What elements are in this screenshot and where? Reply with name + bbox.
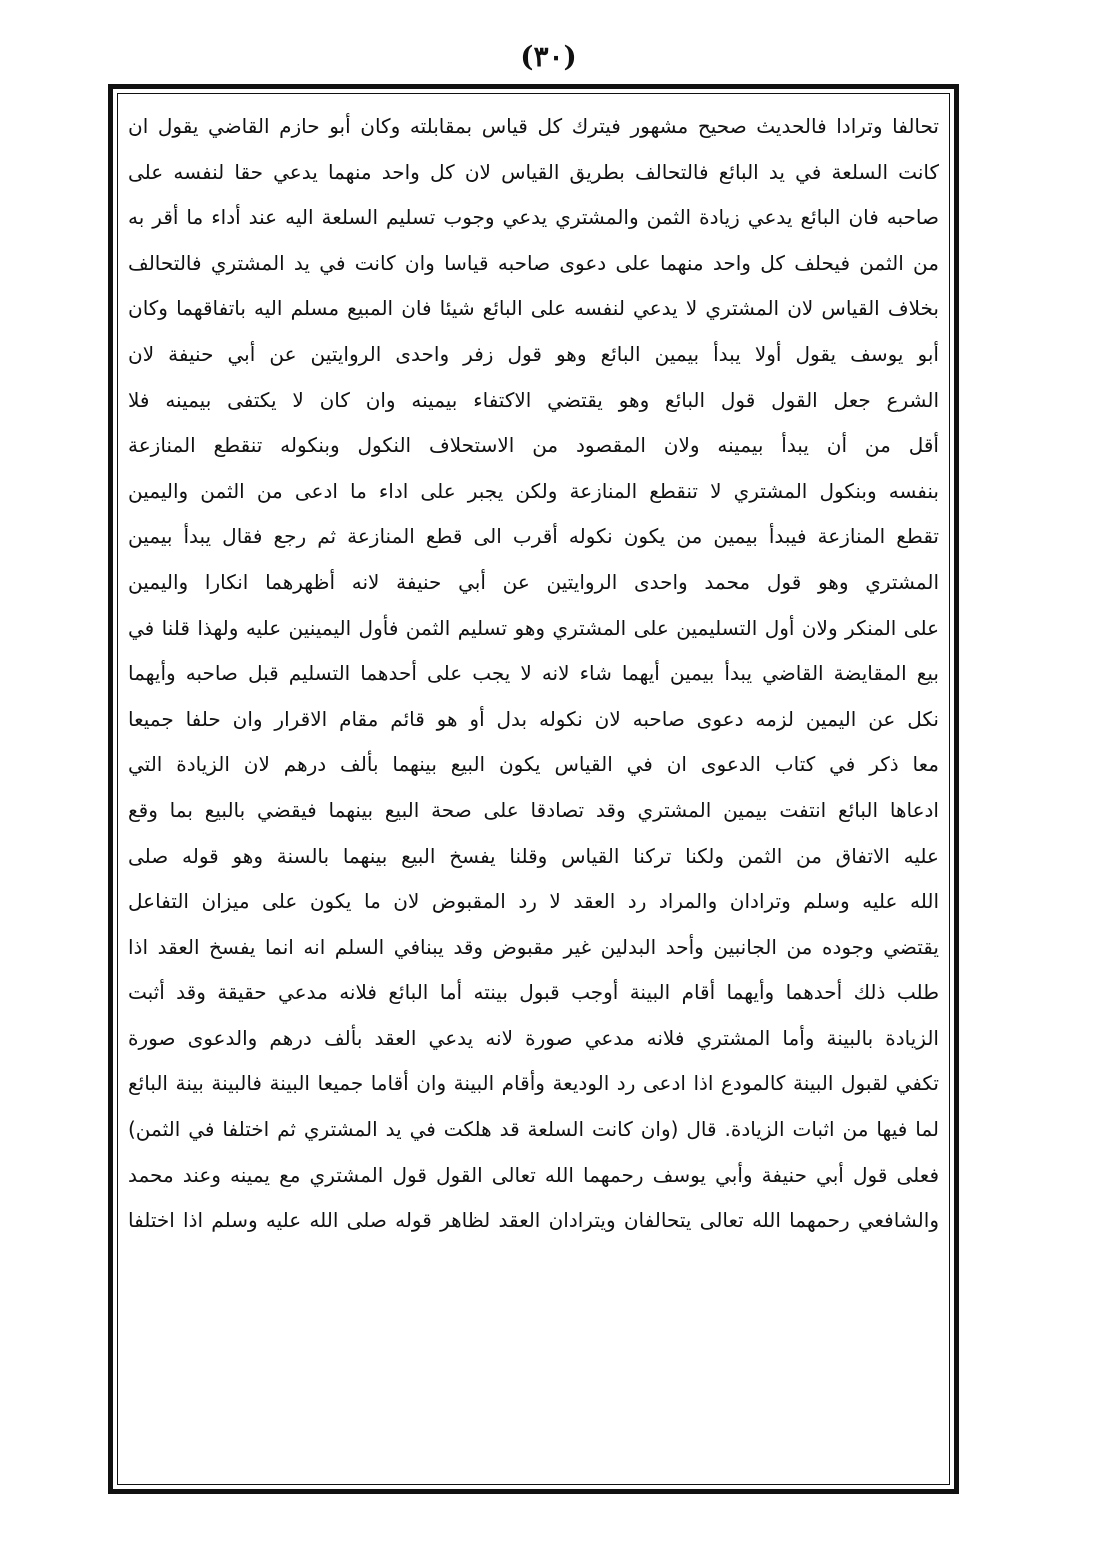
text-line: والشافعي رحمهما الله تعالى يتحالفان ويترادان العقد لظاهر قوله صلى الله عليه وسلم اذا اختلفا xyxy=(128,1208,939,1233)
text-line: نكل عن اليمين لزمه دعوى صاحبه لان نكوله بدل أو هو قائم مقام الاقرار وان حلفا جميعا xyxy=(128,706,939,731)
text-line: الله عليه وسلم وترادان والمراد رد العقد لا رد المقبوض لان ما يكون على ميزان التفاعل xyxy=(128,889,939,914)
page-number: (٣٠) xyxy=(520,40,577,73)
text-line: تحالفا وترادا فالحديث صحيح مشهور فيترك كل قياس بمقابلته وكان أبو حازم القاضي يقول ان xyxy=(128,114,939,138)
text-line: طلب ذلك أحدهما وأيهما أقام البينة أوجب قبول بينته أما البائع فلانه مدعي حقيقة وقد أثبت xyxy=(128,980,939,1005)
text-line: عليه الاتفاق من الثمن ولكنا تركنا القياس وقلنا يفسخ البيع بينهما بالسنة وهو قوله صلى xyxy=(128,843,939,868)
text-line: أبو يوسف يقول أولا يبدأ بيمين البائع وهو قول زفر واحدى الروايتين عن أبي حنيفة لان xyxy=(128,341,939,366)
text-line: صاحبه فان البائع يدعي زيادة الثمن والمشتري يدعي وجوب تسليم السلعة اليه عند أداء ما أقر به xyxy=(128,205,939,230)
text-line: ادعاها البائع انتفت بيمين المشتري وقد تصادقا على صحة البيع بينهما فيقضي بالبيع بما وقع xyxy=(128,797,939,822)
text-line: فعلى قول أبي حنيفة وأبي يوسف رحمهما الله تعالى القول قول المشتري مع يمينه وعند محمد xyxy=(128,1162,939,1187)
text-line: لما فيها من اثبات الزيادة. قال (وان كانت السلعة قد هلكت في يد المشتري ثم اختلفا في الثمن) xyxy=(128,1117,939,1142)
text-line: المشتري وهو قول محمد واحدى الروايتين عن أبي حنيفة لانه أظهرهما انكارا واليمين xyxy=(128,569,939,594)
text-line: بيع المقايضة القاضي يبدأ بيمين أيهما شاء لانه لا يجب على أحدهما التسليم قبل صاحبه وأيهما xyxy=(128,661,939,686)
text-line: بنفسه وبنكول المشتري لا تنقطع المنازعة ولكن يجبر على اداء ما ادعى من الثمن واليمين xyxy=(128,478,939,503)
text-line: يقتضي وجوده من الجانبين وأحد البدلين غير مقبوض وقد يبنافي السلم انه انما يفسخ العقد اذا xyxy=(128,934,939,959)
text-line: على المنكر ولان أول التسليمين على المشتري وهو تسليم الثمن فأول اليمينين عليه ولهذا قلنا في xyxy=(128,615,939,640)
text-line: الزيادة بالبينة وأما المشتري فلانه مدعي صورة لانه يدعي العقد بألف درهم والدعوى صورة xyxy=(128,1025,939,1050)
text-line: معا ذكر في كتاب الدعوى ان في القياس يكون البيع بينهما بألف درهم لان الزيادة التي xyxy=(128,752,939,777)
text-line: تقطع المنازعة فيبدأ بيمين من يكون نكوله أقرب الى قطع المنازعة ثم رجع فقال يبدأ بيمين xyxy=(128,524,939,549)
text-line: بخلاف القياس لان المشتري لا يدعي لنفسه على البائع شيئا فان المبيع مسلم اليه باتفاقهما وكان xyxy=(128,296,939,321)
text-line: الشرع جعل القول قول البائع وهو يقتضي الاكتفاء بيمينه وان كان لا يكتفى بيمينه فلا xyxy=(128,387,939,412)
text-line: أقل من أن يبدأ بيمينه ولان المقصود من الاستحلاف النكول وبنكوله تنقطع المنازعة xyxy=(128,433,939,458)
text-line: كانت السلعة في يد البائع فالتحالف بطريق القياس لان كل واحد منهما يدعي حقا لنفسه على xyxy=(128,159,939,184)
text-line: تكفي لقبول البينة كالمودع اذا ادعى رد الوديعة وأقام البينة وان أقاما جميعا البينة فالبينة بينة البائع xyxy=(128,1071,939,1096)
text-line: من الثمن فيحلف كل واحد منهما على دعوى صاحبه قياسا وان كانت في يد المشتري فالتحالف xyxy=(128,250,939,275)
body-text xyxy=(128,104,939,1474)
